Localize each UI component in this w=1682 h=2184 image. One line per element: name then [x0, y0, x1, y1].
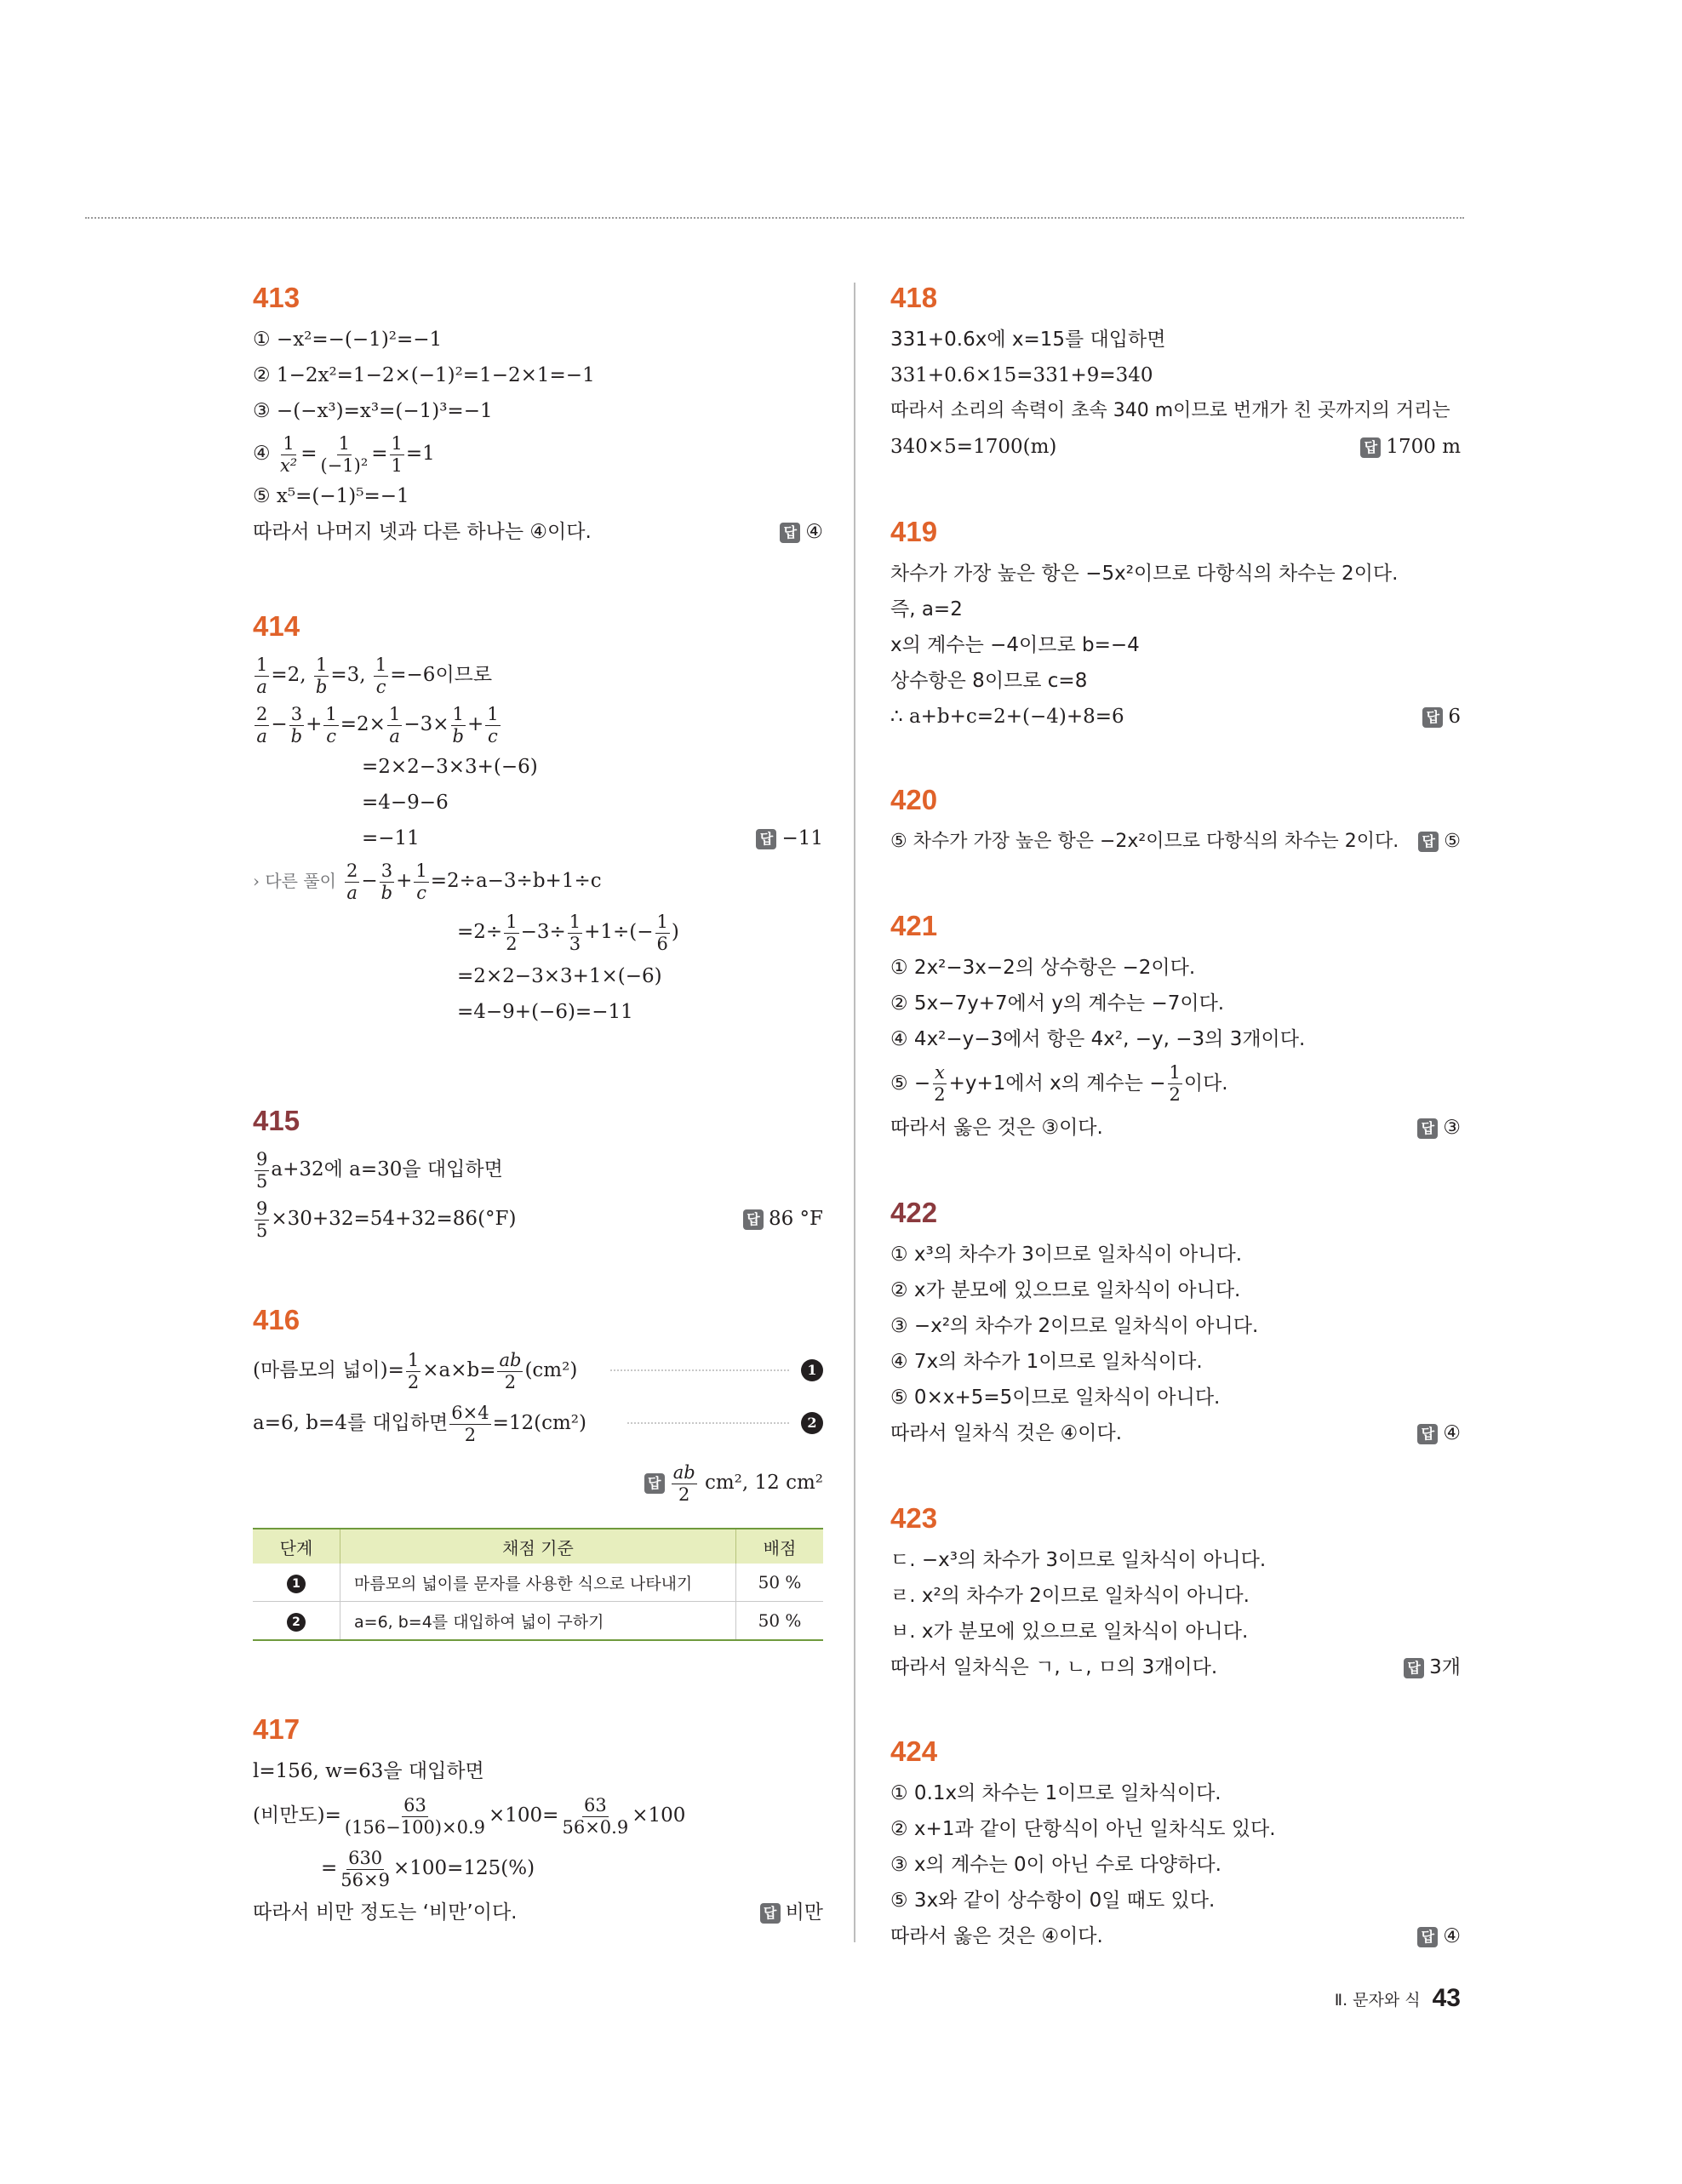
step-marker-2: 2 [801, 1412, 823, 1434]
col-header-points: 배점 [736, 1529, 824, 1564]
answer-badge: 답 [644, 1473, 665, 1494]
problem-number: 417 [253, 1713, 300, 1745]
problem-422 [890, 1196, 1461, 1451]
line: ② x+1과 같이 단항식이 아닌 일차식도 있다. [890, 1818, 1276, 1840]
line: ㅂ. x가 분모에 있으므로 일차식이 아니다. [890, 1621, 1249, 1643]
problem-417 [253, 1712, 823, 1930]
problem-number: 418 [890, 282, 938, 313]
problem-number: 422 [890, 1197, 938, 1228]
answer-value: cm², 12 cm² [704, 1472, 823, 1494]
line: 331+0.6×15=331+9=340 [890, 364, 1153, 386]
line: 331+0.6x에 x=15를 대입하면 [890, 329, 1166, 351]
text: 340×5=1700(m) [890, 436, 1057, 458]
answer-value: ④ [1443, 1422, 1461, 1444]
line: 차수가 가장 높은 항은 −5x²이므로 다항식의 차수는 2이다. [890, 563, 1399, 585]
answer [756, 820, 823, 856]
text: 따라서 일차식은 ㄱ, ㄴ, ㅁ의 3개이다. [890, 1656, 1218, 1678]
points-cell: 50 % [736, 1602, 824, 1641]
line: a=6, b=4를 대입하면 $\frac{6\times 4}{2}$ =12(cm²) 2 [253, 1397, 823, 1449]
line: =2×2−3×3+(−6) [362, 756, 538, 778]
step-number: 1 [287, 1575, 306, 1593]
fraction: $\frac{1}{1}$ [391, 432, 403, 476]
line: 따라서 소리의 속력이 초속 340 m이므로 번개가 친 곳까지의 거리는 [890, 400, 1450, 421]
problem-424 [890, 1735, 1461, 1954]
text: =1 [405, 443, 435, 465]
line: ㄹ. x²의 차수가 2이므로 일차식이 아니다. [890, 1585, 1250, 1607]
answer-badge: 답 [1360, 437, 1381, 458]
line [890, 1918, 1461, 1954]
answer-value: ④ [805, 521, 823, 543]
line: = $\frac{630}{56\times 9}$ ×100=125(%) [321, 1847, 535, 1890]
line: =4−9+(−6)=−11 [457, 1001, 633, 1023]
line: $\frac{9}{5}$ a+32에 a=30을 대입하면 [256, 1148, 503, 1192]
alt-solution-label: › 다른 풀이 [253, 871, 336, 891]
text: ⑤ 차수가 가장 높은 항은 −2x²이므로 다항식의 차수는 2이다. [890, 831, 1399, 852]
text: 따라서 일차식 것은 ④이다. [890, 1422, 1123, 1444]
answer [1417, 1415, 1461, 1451]
problem-number: 420 [890, 784, 938, 815]
chapter-label: Ⅱ. 문자와 식 [1334, 1990, 1421, 2010]
answer-badge: 답 [760, 1903, 781, 1924]
line: ② 1−2x²=1−2×(−1)²=1−2×1=−1 [253, 364, 595, 386]
line: ① x³의 차수가 3이므로 일차식이 아니다. [890, 1244, 1243, 1266]
text: ∴ a+b+c=2+(−4)+8=6 [890, 706, 1124, 728]
answer [1417, 1110, 1461, 1146]
problem-number: 424 [890, 1735, 938, 1767]
answer-value: 6 [1448, 706, 1461, 728]
line: x의 계수는 −4이므로 b=−4 [890, 634, 1140, 656]
answer [1422, 699, 1461, 735]
answer [743, 1194, 823, 1244]
line: ② 5x−7y+7에서 y의 계수는 −7이다. [890, 992, 1225, 1015]
text: 따라서 옳은 것은 ④이다. [890, 1925, 1103, 1947]
answer-value: ④ [1443, 1925, 1461, 1947]
answer-value: 비만 [785, 1901, 823, 1924]
line: ② x가 분모에 있으므로 일차식이 아니다. [890, 1279, 1241, 1301]
answer [1417, 1918, 1461, 1954]
text: 따라서 나머지 넷과 다른 하나는 ④이다. [253, 521, 592, 543]
answer-badge: 답 [1418, 832, 1439, 852]
line: ⑤ − $\frac{x}{2}$ +y+1에서 x의 계수는 − $\frac{1}{2}$ 이다. [890, 1062, 1228, 1105]
answer-badge: 답 [780, 523, 800, 543]
leader-dots [627, 1422, 789, 1424]
problem-421 [890, 909, 1461, 1146]
criteria-cell: a=6, b=4를 대입하여 넓이 구하기 [340, 1602, 736, 1641]
page-footer [1324, 1984, 1461, 2013]
answer-badge: 답 [1417, 1424, 1438, 1444]
step-marker-1: 1 [801, 1359, 823, 1381]
line [253, 820, 823, 856]
problem-419 [890, 515, 1461, 735]
points-cell: 50 % [736, 1564, 824, 1602]
problem-414 [253, 609, 823, 1030]
answer-value: 86 °F [768, 1208, 823, 1230]
answer-badge: 답 [743, 1209, 764, 1230]
answer [760, 1895, 823, 1930]
line: 즉, a=2 [890, 598, 963, 620]
table-row [253, 1602, 823, 1641]
line: ① 0.1x의 차수는 1이므로 일차식이다. [890, 1782, 1221, 1804]
line [890, 1110, 1461, 1146]
line: ⑤ x⁵=(−1)⁵=−1 [253, 485, 409, 507]
line: ④ $\frac{1}{\text{x²}}$ = $\frac{1}{\text{(−1)²}}$ = $\frac{1}{1}$ =1 [253, 432, 435, 476]
line: =2÷ $\frac{1}{2}$ −3÷ $\frac{1}{3}$ +1÷(− $\frac{1}{6}$ ) [457, 911, 679, 954]
scoring-table [253, 1528, 823, 1641]
answer [780, 514, 823, 550]
answer-badge: 답 [1422, 707, 1443, 728]
line: ③ −(−x³)=x³=(−1)³=−1 [253, 400, 493, 422]
answer: 답 $\frac{ab}{2}$ cm², 12 cm² [644, 1456, 823, 1509]
line: $\frac{2}{a}$ − $\frac{3}{b}$ + $\frac{1}{c}$ =2× $\frac{1}{a}$ −3× $\frac{1}{b}$ + $\frac{1}{c}$ [256, 703, 499, 746]
problem-413 [253, 281, 823, 550]
problem-number: 413 [253, 282, 300, 313]
problem-416 [253, 1303, 823, 1632]
line: ③ x의 계수는 0이 아닌 수로 다양하다. [890, 1854, 1221, 1876]
column-divider [854, 283, 855, 1942]
text: 따라서 옳은 것은 ③이다. [890, 1117, 1103, 1139]
line: ④ 7x의 차수가 1이므로 일차식이다. [890, 1351, 1203, 1373]
line: ④ 4x²−y−3에서 항은 4x², −y, −3의 3개이다. [890, 1028, 1306, 1050]
answer [1360, 429, 1461, 465]
answer [1404, 1649, 1461, 1685]
line: =2×2−3×3+1×(−6) [457, 965, 662, 987]
problem-418 [890, 281, 1461, 465]
line [890, 1649, 1461, 1685]
problem-number: 423 [890, 1502, 938, 1534]
line [253, 1895, 823, 1930]
alternative-solution-line: › 다른 풀이 $\frac{2}{a}$ − $\frac{3}{b}$ + $\frac{1}{c}$ =2÷a−3÷b+1÷c [253, 856, 823, 906]
answer-value: 1700 m [1386, 436, 1461, 458]
answer-badge: 답 [756, 829, 776, 849]
line [890, 699, 1461, 735]
col-header-step: 단계 [253, 1529, 340, 1564]
line [253, 514, 823, 550]
answer-badge: 답 [1417, 1118, 1438, 1139]
label: ④ [253, 443, 271, 465]
line [253, 1456, 823, 1509]
criteria-cell: 마름모의 넓이를 문자를 사용한 식으로 나타내기 [340, 1564, 736, 1602]
line: (비만도)= $\frac{63}{(156-100)\times 0.9}$ ×100= $\frac{63}{56\times 0.9}$ ×100 [253, 1794, 686, 1838]
page-number: 43 [1432, 1984, 1461, 2012]
right-column [890, 0, 1461, 2043]
line [890, 824, 1461, 860]
line: ⑤ 3x와 같이 상수항이 0일 때도 있다. [890, 1890, 1216, 1912]
problem-423 [890, 1501, 1461, 1685]
line: ⑤ 0×x+5=5이므로 일차식이 아니다. [890, 1386, 1221, 1409]
left-column [253, 0, 823, 2043]
problem-number: 415 [253, 1105, 300, 1136]
line: ㄷ. −x³의 차수가 3이므로 일차식이 아니다. [890, 1549, 1267, 1571]
problem-number: 416 [253, 1304, 300, 1335]
answer-value: ⑤ [1444, 831, 1461, 852]
line: $\frac{1}{a}$ =2, $\frac{1}{b}$ =3, $\frac{1}{c}$ =−6이므로 [256, 654, 493, 697]
answer-value: ③ [1443, 1117, 1461, 1139]
line [890, 429, 1461, 465]
text: =−11 [362, 827, 420, 849]
problem-number: 414 [253, 610, 300, 642]
line: ③ −x²의 차수가 2이므로 일차식이 아니다. [890, 1315, 1259, 1337]
line: $\frac{9}{5}$ ×30+32=54+32=86(°F) 답 86 °F [253, 1194, 823, 1244]
problem-415 [253, 1104, 823, 1244]
line: =4−9−6 [362, 792, 449, 814]
fraction: $\frac{1}{\text{x²}}$ [279, 432, 298, 476]
problem-number: 421 [890, 910, 938, 941]
step-number: 2 [287, 1613, 306, 1632]
line: 상수항은 8이므로 c=8 [890, 670, 1088, 692]
text: 따라서 비만 정도는 ‘비만’이다. [253, 1901, 518, 1924]
leader-dots [610, 1369, 789, 1371]
line: ① 2x²−3x−2의 상수항은 −2이다. [890, 957, 1196, 979]
table-row [253, 1564, 823, 1602]
answer-badge: 답 [1404, 1658, 1424, 1678]
line: (마름모의 넓이)= $\frac{1}{2}$ ×a×b= $\frac{ab}{2}$ (cm²) 1 [253, 1344, 823, 1397]
line: l=156, w=63을 대입하면 [253, 1760, 484, 1782]
problem-number: 419 [890, 516, 938, 547]
table-header-row [253, 1529, 823, 1564]
answer [1418, 824, 1461, 860]
fraction: $\frac{1}{\text{(−1)²}}$ [320, 432, 369, 476]
line [890, 1415, 1461, 1451]
answer-value: 3개 [1429, 1656, 1461, 1678]
problem-420 [890, 783, 1461, 860]
col-header-criteria: 채점 기준 [340, 1529, 736, 1564]
answer-value: −11 [781, 827, 823, 849]
line: ① −x²=−(−1)²=−1 [253, 329, 443, 351]
answer-badge: 답 [1417, 1927, 1438, 1947]
